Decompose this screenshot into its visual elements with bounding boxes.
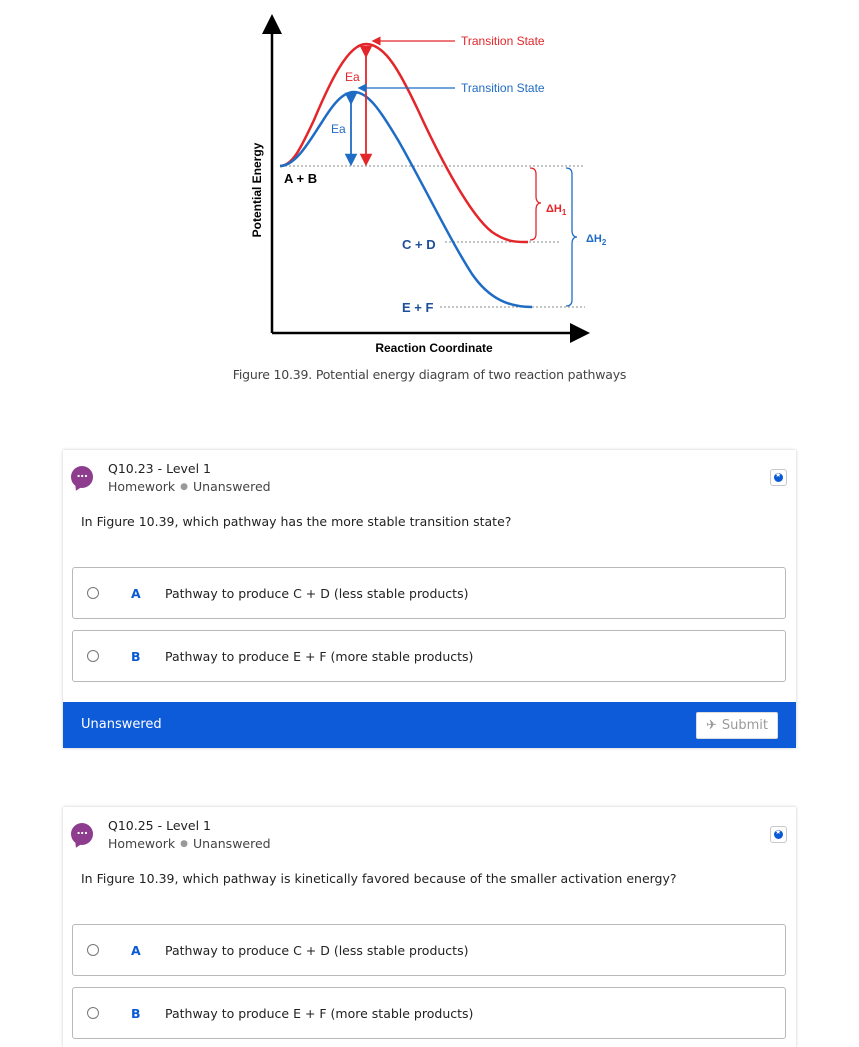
bookmark-star-icon xyxy=(774,830,783,839)
dh1-symbol: ΔH xyxy=(546,203,562,215)
dh1-label xyxy=(546,203,567,217)
question-status: Unanswered xyxy=(193,479,271,494)
reactants-label: A + B xyxy=(284,171,318,186)
cd-products-label: C + D xyxy=(402,237,436,252)
question-meta xyxy=(108,836,271,851)
question-title: Q10.25 - Level 1 xyxy=(108,818,212,833)
answer-status-bar xyxy=(63,702,796,748)
option-text: Pathway to produce C + D (less stable products) xyxy=(165,586,469,601)
separator-dot: ● xyxy=(180,839,189,849)
question-text: In Figure 10.39, which pathway is kinetically favored because of the smaller activation energy? xyxy=(81,871,677,886)
bookmark-button[interactable] xyxy=(770,469,787,486)
radio-button[interactable] xyxy=(87,944,99,956)
send-icon: ✈ xyxy=(705,718,717,733)
radio-button[interactable] xyxy=(87,1007,99,1019)
ts-blue-label: Transition State xyxy=(461,81,545,95)
potential-energy-diagram xyxy=(0,0,859,400)
question-text: In Figure 10.39, which pathway has the more stable transition state? xyxy=(81,514,512,529)
separator-dot: ● xyxy=(180,482,189,492)
figure-caption: Figure 10.39. Potential energy diagram of two reaction pathways xyxy=(232,367,627,382)
dh2-symbol: ΔH xyxy=(586,233,602,245)
ea-blue-label: Ea xyxy=(331,122,346,136)
red-pathway-curve xyxy=(280,44,528,242)
blue-pathway-curve xyxy=(280,92,532,307)
question-type: Homework xyxy=(108,836,176,851)
y-axis-label: Potential Energy xyxy=(250,142,264,238)
option-letter: A xyxy=(131,943,141,958)
option-letter: B xyxy=(131,1006,141,1021)
question-type: Homework xyxy=(108,479,176,494)
bookmark-star-icon xyxy=(774,473,783,482)
radio-button[interactable] xyxy=(87,650,99,662)
ef-products-label: E + F xyxy=(402,300,434,315)
submit-label: Submit xyxy=(721,718,769,733)
option-text: Pathway to produce E + F (more stable products) xyxy=(165,1006,474,1021)
answer-option-b[interactable] xyxy=(72,630,786,682)
question-title: Q10.23 - Level 1 xyxy=(108,461,212,476)
ts-red-label: Transition State xyxy=(461,34,545,48)
question-chat-icon xyxy=(71,823,93,845)
question-status: Unanswered xyxy=(193,836,271,851)
question-meta xyxy=(108,479,271,494)
answer-option-a[interactable] xyxy=(72,924,786,976)
x-axis-label: Reaction Coordinate xyxy=(375,341,493,355)
answer-option-b[interactable] xyxy=(72,987,786,1039)
dh1-subscript: 1 xyxy=(561,208,567,217)
dh1-brace xyxy=(530,168,541,240)
radio-button[interactable] xyxy=(87,587,99,599)
dh2-subscript: 2 xyxy=(601,238,607,247)
question-card-q10-23 xyxy=(63,450,796,748)
dh2-label xyxy=(586,233,607,247)
answer-option-a[interactable] xyxy=(72,567,786,619)
ea-red-label: Ea xyxy=(345,70,360,84)
question-chat-icon-dots: ... xyxy=(76,467,88,480)
submit-button[interactable] xyxy=(696,712,778,739)
option-letter: A xyxy=(131,586,141,601)
question-card-q10-25 xyxy=(63,807,796,1047)
option-letter: B xyxy=(131,649,141,664)
option-text: Pathway to produce C + D (less stable products) xyxy=(165,943,469,958)
dh2-brace xyxy=(566,168,577,306)
answer-status: Unanswered xyxy=(81,717,162,732)
question-chat-icon xyxy=(71,466,93,488)
bookmark-button[interactable] xyxy=(770,826,787,843)
option-text: Pathway to produce E + F (more stable products) xyxy=(165,649,474,664)
question-chat-icon-dots: ... xyxy=(76,824,88,837)
